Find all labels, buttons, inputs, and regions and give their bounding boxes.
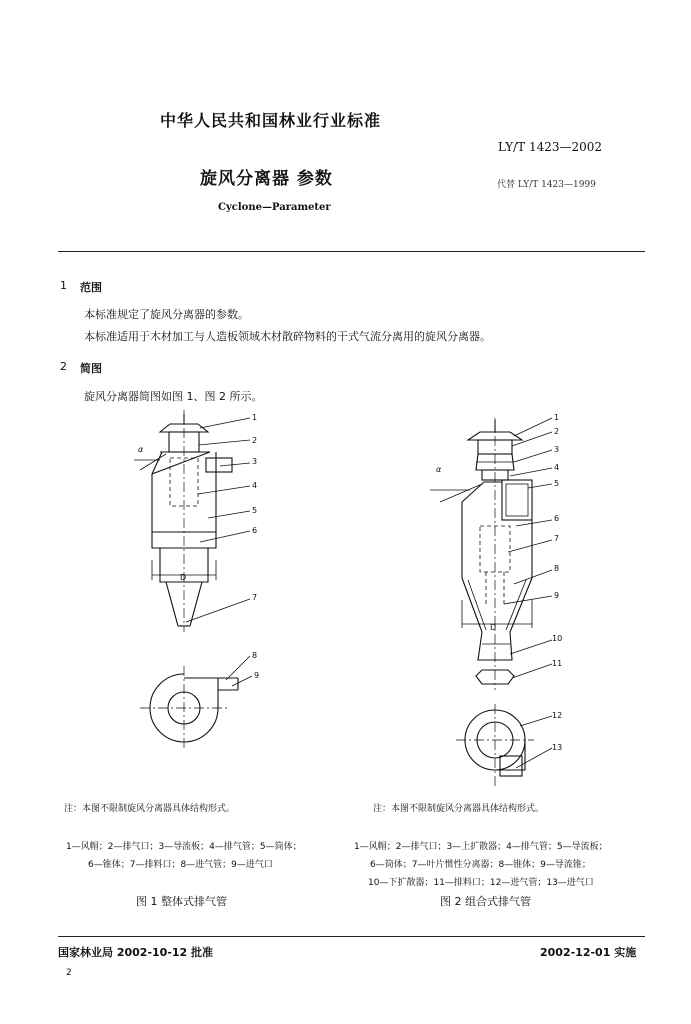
fig1-leader-5 [208,511,250,518]
fig2-leader-13 [516,748,552,768]
section1-text-2: 本标准适用于木材加工与人造板领域木材散碎物料的干式气流分离用的旋风分离器。 [84,330,491,343]
figure1-note: 注：本图不限制旋风分离器具体结构形式。 [64,804,236,814]
fig2-label-10: 10 [552,634,563,643]
figure2-caption: 图 2 组合式排气管 [440,895,531,908]
fig2-label-13: 13 [552,743,563,752]
figure2-legend-line2: 6—筒体；7—叶片惯性分离器；8—锥体；9—导流锥； [370,860,591,870]
fig1-label-1: 1 [252,413,258,422]
english-subtitle: Cyclone—Parameter [218,202,331,213]
fig1-label-5: 5 [252,506,258,515]
fig1-leader-7 [186,599,250,622]
fig1-label-8: 8 [252,651,258,660]
figure1-legend-line1: 1—风帽；2—排气口；3—导流板；4—排气管；5—筒体； [66,842,302,852]
section1-number: 1 [60,279,67,292]
fig1-label-9: 9 [254,671,260,680]
fig1-label-3: 3 [252,457,258,466]
figure2-legend-line3: 10—下扩散器；11—排料口；12—进气管；13—进气口 [368,878,594,888]
standard-code: LY/T 1423—2002 [498,140,603,154]
footer-rule [58,936,645,937]
fig2-leader-12 [520,716,552,726]
fig1-leader-4 [198,486,250,494]
section1-heading: 范围 [80,281,102,294]
fig2-label-5: 5 [554,479,560,488]
section2-text-1: 旋风分离器简图如图 1、图 2 所示。 [84,390,263,403]
figure2-note: 注：本图不限制旋风分离器具体结构形式。 [373,804,545,814]
fig1-label-6: 6 [252,526,258,535]
fig2-cone-inner-r [506,580,526,630]
fig2-leader-7 [508,540,552,552]
figure2-drawing [430,413,562,786]
figure1-legend-line2: 6—锥体；7—排料口；8—进气管；9—进气口 [88,860,273,870]
fig2-label-4: 4 [554,463,560,472]
fig2-label-7: 7 [554,534,560,543]
fig1-leader-2 [199,440,250,445]
fig2-volute [462,482,502,502]
fig2-inlet-box [502,480,532,520]
fig2-diameter: D [490,623,497,632]
page-number: 2 [66,968,72,978]
fig2-leader-6 [516,520,552,526]
fig1-label-2: 2 [252,436,258,445]
replaces-note: 代替 LY/T 1423—1999 [497,180,596,190]
fig1-diameter: D [180,573,187,582]
fig1-volute [152,452,210,474]
fig2-inlet-box-inner [506,484,528,516]
fig2-cone-inner-l [468,580,486,630]
figure2-legend-line1: 1—风帽；2—排气口；3—上扩散器；4—排气管；5—导流板； [354,842,608,852]
fig2-leader-3 [514,450,552,462]
fig2-label-2: 2 [554,427,560,436]
figure1-drawing [134,410,259,750]
fig1-leader-3 [220,463,250,466]
fig2-leader-8 [514,570,552,584]
fig2-label-12: 12 [552,711,563,720]
fig2-label-8: 8 [554,564,560,573]
fig2-label-3: 3 [554,445,560,454]
fig2-leader-11 [512,664,552,678]
fig2-leader-9 [504,596,552,604]
section2-heading: 简图 [80,362,102,375]
fig1-leader-1 [200,418,250,428]
fig2-label-11: 11 [552,659,563,668]
fig2-leader-1 [514,418,552,436]
fig2-body [462,502,532,578]
approval-date: 国家林业局 2002-10-12 批准 [58,946,214,959]
fig2-leader-4 [510,468,552,476]
standard-title: 中华人民共和国林业行业标准 [160,111,382,130]
fig1-alpha: α [138,445,144,454]
page-title: 旋风分离器 参数 [200,169,333,189]
fig1-alpha-line [140,454,166,470]
fig1-label-7: 7 [252,593,258,602]
fig1-leader-6 [200,531,250,542]
fig2-alpha-line [440,484,482,502]
figure1-caption: 图 1 整体式排气管 [136,895,227,908]
section1-text-1: 本标准规定了旋风分离器的参数。 [84,308,249,321]
fig1-label-4: 4 [252,481,258,490]
fig2-alpha: α [436,465,442,474]
fig1-leader-8 [226,656,250,680]
section2-number: 2 [60,360,67,373]
fig2-label-9: 9 [554,591,560,600]
effective-date: 2002-12-01 实施 [540,946,637,959]
fig2-label-6: 6 [554,514,560,523]
fig2-leader-10 [510,640,552,654]
fig2-label-1: 1 [554,413,560,422]
